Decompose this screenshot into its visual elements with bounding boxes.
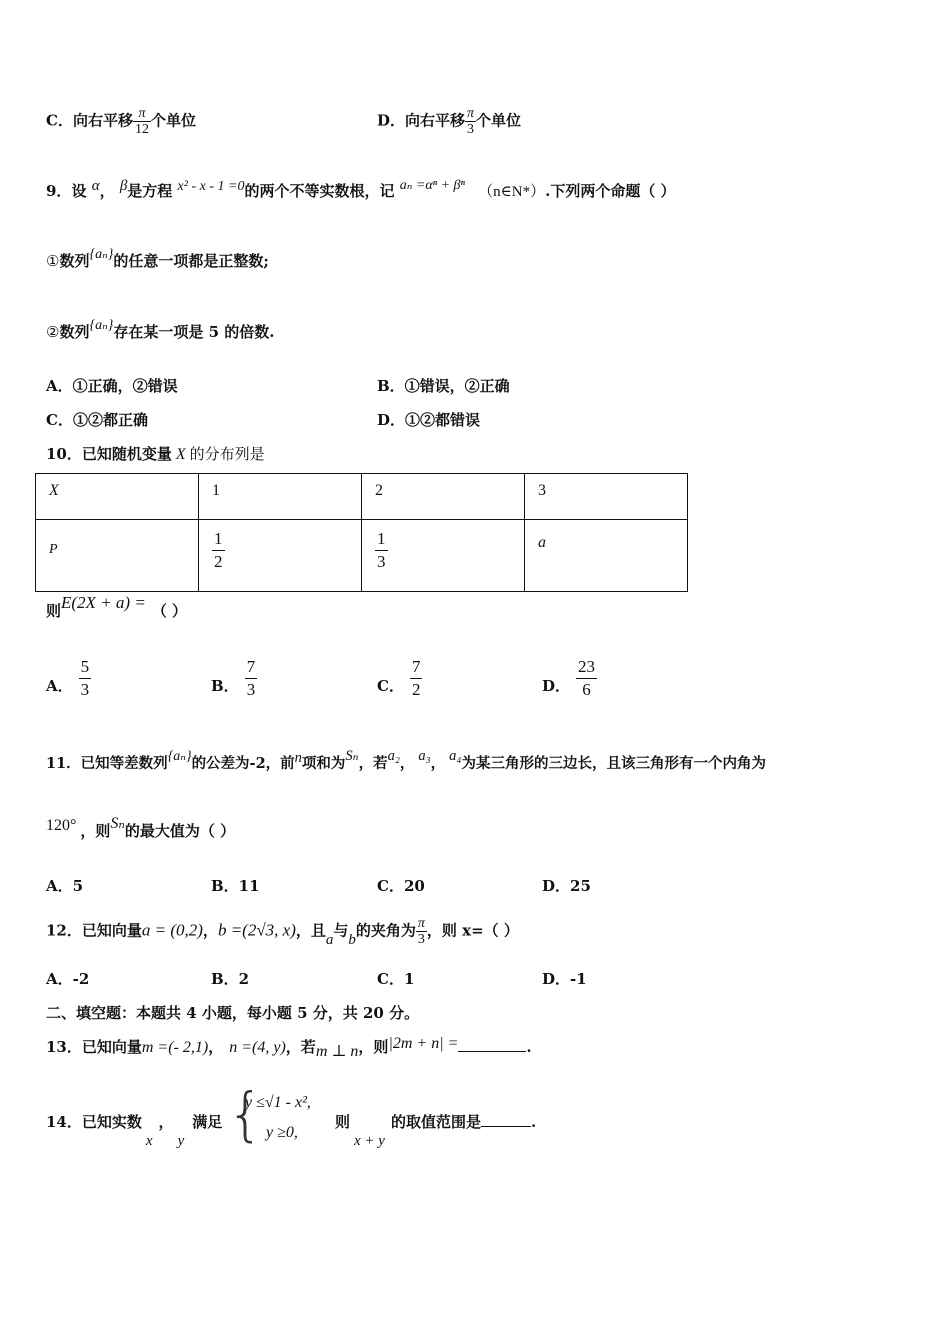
q11-option-b[interactable]: B．11: [211, 877, 260, 895]
q9-stem: 9．设 α， β是方程 x² - x - 1 =0的两个不等实数根，记 aₙ =αⁿ + βⁿ （n∈N*）.下列两个命题（ ）: [46, 178, 676, 200]
q8-c-fraction: $\frac{\pi}{12}$: [134, 106, 149, 137]
q14-condition-2: y ≥0,: [266, 1124, 298, 1141]
vector-a: a = (0,2): [141, 920, 203, 940]
q9-option-c[interactable]: C．①②都正确: [46, 411, 148, 429]
table-row: [36, 474, 688, 520]
q10-option-b[interactable]: B． $\frac{7}{3}$: [211, 657, 256, 699]
q11-option-d[interactable]: D．25: [542, 877, 591, 895]
table-cell: X: [36, 474, 199, 520]
q10-ask: 则E(2X + a) = （ ）: [46, 593, 188, 620]
table-cell: 1: [199, 474, 362, 520]
q10-option-a[interactable]: A． $\frac{5}{3}$: [46, 657, 90, 699]
q8-option-c[interactable]: C．向右平移 $\frac{\pi}{12}$ 个单位: [46, 106, 196, 137]
table-cell: $\frac{1}{2}$: [199, 520, 362, 592]
q14-stem: 14．已知实数x，y满足: [46, 1113, 223, 1149]
section-heading: 二、填空题：本题共 4 小题，每小题 5 分，共 20 分。: [46, 1004, 420, 1022]
vector-m: m =(- 2,1): [141, 1039, 209, 1056]
distribution-table: [35, 473, 688, 592]
q14-stem-cont: 则x + y的取值范围是 .: [335, 1113, 537, 1149]
q12-option-d[interactable]: D．-1: [542, 970, 587, 988]
q9-statement-2: ②数列{aₙ}存在某一项是 5 的倍数.: [46, 318, 275, 341]
table-cell: a: [525, 520, 688, 592]
q8-option-d[interactable]: D．向右平移 $\frac{\pi}{3}$ 个单位: [377, 106, 522, 137]
q12-option-b[interactable]: B．2: [211, 970, 250, 988]
q11-option-a[interactable]: A．5: [46, 877, 84, 895]
table-cell: $\frac{1}{3}$: [362, 520, 525, 592]
q12-option-a[interactable]: A．-2: [46, 970, 90, 988]
q8-d-fraction: $\frac{\pi}{3}$: [467, 106, 475, 137]
vector-n: n =(4, y): [229, 1039, 286, 1056]
q12-stem: 12．已知向量a = (0,2)，b =(2√3, x)，且a与b的夹角为 $\frac{\pi}{3}$ ，则 x=（ ）: [46, 916, 519, 948]
q11-stem: 11．已知等差数列{aₙ}的公差为-2，前n项和为Sₙ，若a₂， a₃， a₄为某三角形的三边长，且该三角形有一个内角为: [46, 748, 766, 772]
q9-statement-1: ①数列{aₙ}的任意一项都是正整数;: [46, 247, 269, 270]
q14-answer-blank[interactable]: [481, 1126, 531, 1127]
q14-condition-1: y ≤√1 - x²,: [245, 1094, 311, 1111]
q9-formula: aₙ =αⁿ + βⁿ: [399, 178, 465, 193]
table-cell: 3: [525, 474, 688, 520]
q10-option-d[interactable]: D． $\frac{23}{6}$: [542, 657, 596, 699]
vector-b: b =(2√3, x): [217, 920, 296, 940]
table-row: [36, 520, 688, 592]
q10-stem: 10．已知随机变量 X 的分布列是: [46, 445, 265, 463]
table-cell: 2: [362, 474, 525, 520]
q10-option-c[interactable]: C． $\frac{7}{2}$: [377, 657, 421, 699]
q12-option-c[interactable]: C．1: [377, 970, 415, 988]
q11-option-c[interactable]: C．20: [377, 877, 425, 895]
q9-option-b[interactable]: B．①错误，②正确: [377, 377, 510, 395]
system-brace: {: [227, 1080, 264, 1148]
q11-stem-cont: 120° ，则Sₙ的最大值为（ ）: [46, 815, 236, 840]
table-cell: P: [36, 520, 199, 592]
q9-option-d[interactable]: D．①②都错误: [377, 411, 481, 429]
q9-equation: x² - x - 1 =0: [177, 179, 245, 194]
q13-answer-blank[interactable]: [458, 1051, 526, 1052]
q9-option-a[interactable]: A．①正确，②错误: [46, 377, 178, 395]
q13-stem: 13．已知向量m =(- 2,1)， n =(4, y)，若m ⊥ n，则|2m + n| = .: [46, 1035, 532, 1060]
